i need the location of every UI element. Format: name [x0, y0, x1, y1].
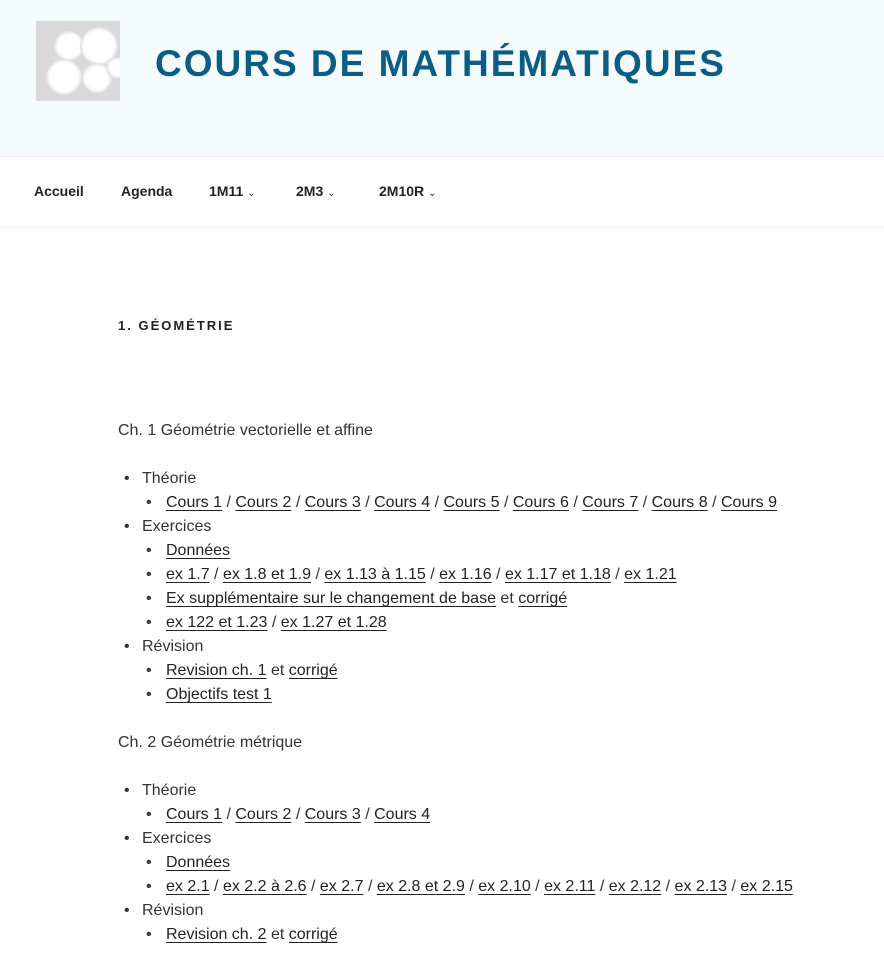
separator-text: /	[291, 494, 305, 511]
separator-text: /	[425, 566, 440, 583]
list-item	[150, 611, 777, 635]
list-item-content	[166, 878, 793, 895]
link-cours-3[interactable]: Cours 3	[304, 494, 361, 511]
separator-text: /	[291, 806, 305, 823]
link-ex-2-1[interactable]: ex 2.1	[166, 878, 210, 895]
list-item	[150, 659, 777, 683]
list-item-content	[166, 614, 387, 631]
list-item-content	[166, 806, 430, 823]
link-cours-2[interactable]: Cours 2	[235, 494, 292, 511]
link-ex-2-7[interactable]: ex 2.7	[319, 878, 364, 895]
separator-text: /	[209, 878, 223, 895]
separator-text: et	[266, 926, 289, 943]
separator-text: et	[495, 590, 519, 607]
link-cours-1[interactable]: Cours 1	[166, 806, 223, 823]
separator-text: /	[360, 806, 375, 823]
list-item-content	[166, 926, 338, 943]
group-label: Exercices	[142, 830, 212, 847]
site-title[interactable]: COURS DE MATHÉMATIQUES	[155, 43, 726, 84]
group-label: Théorie	[142, 470, 197, 487]
separator-text: /	[595, 878, 609, 895]
separator-text: /	[311, 566, 325, 583]
chapter-title: Ch. 1 Géométrie vectorielle et affine	[118, 422, 373, 439]
separator-text: /	[306, 878, 320, 895]
chapter-title: Ch. 2 Géométrie métrique	[118, 734, 303, 751]
separator-text: /	[430, 494, 444, 511]
list-item-content	[166, 566, 677, 583]
nav-item-label: Accueil	[34, 183, 84, 199]
group-label: Exercices	[142, 518, 212, 535]
separator-text: /	[610, 566, 625, 583]
link-ex-1-7[interactable]: ex 1.7	[166, 566, 210, 583]
link-cours-7[interactable]: Cours 7	[582, 494, 639, 511]
main-navigation	[0, 157, 884, 228]
separator-text: /	[209, 566, 223, 583]
link-corrige[interactable]: corrigé	[518, 590, 568, 607]
separator-text: /	[727, 878, 741, 895]
site-header	[0, 0, 884, 157]
link-cours-4[interactable]: Cours 4	[374, 494, 431, 511]
separator-text: /	[491, 566, 505, 583]
link-cours-3[interactable]: Cours 3	[304, 806, 361, 823]
link-cours-5[interactable]: Cours 5	[443, 494, 500, 511]
list-item	[150, 563, 777, 587]
link-ex-1-17-et-1-18[interactable]: ex 1.17 et 1.18	[504, 566, 611, 583]
list-item	[150, 683, 777, 707]
chevron-down-icon: ⌄	[247, 188, 256, 199]
link-ex-1-16[interactable]: ex 1.16	[439, 566, 492, 583]
chapter-content-list	[126, 467, 777, 707]
separator-text: /	[222, 806, 236, 823]
list-item	[150, 875, 793, 899]
separator-text: /	[638, 494, 652, 511]
group-revision	[126, 635, 777, 659]
nav-item-1m11[interactable]	[209, 183, 256, 202]
link-ex-2-15[interactable]: ex 2.15	[740, 878, 793, 895]
link-revision-ch-1[interactable]: Revision ch. 1	[166, 662, 267, 679]
link-donnees[interactable]: Données	[166, 854, 231, 871]
separator-text: /	[464, 878, 479, 895]
chapter-content-list	[126, 779, 793, 947]
group-label: Révision	[142, 902, 204, 919]
nav-item-2m10r[interactable]	[379, 183, 437, 202]
nav-item-label: Agenda	[121, 183, 173, 199]
nav-item-2m3[interactable]	[296, 183, 336, 202]
link-ex-2-11[interactable]: ex 2.11	[544, 878, 596, 895]
list-item	[150, 491, 777, 515]
nav-item-agenda[interactable]	[121, 183, 172, 199]
group-exercices	[126, 515, 777, 539]
separator-text: /	[360, 494, 375, 511]
nav-item-label: 2M3	[296, 183, 324, 199]
group-label: Théorie	[142, 782, 197, 799]
list-item-content	[166, 590, 567, 607]
link-corrige[interactable]: corrigé	[288, 662, 338, 679]
link-ex-1-8-et-1-9[interactable]: ex 1.8 et 1.9	[222, 566, 311, 583]
group-exercices	[126, 827, 793, 851]
link-ex-1-13-a-1-15[interactable]: ex 1.13 à 1.15	[324, 566, 426, 583]
group-theorie	[126, 467, 777, 491]
link-ex-1-27-et-1-28[interactable]: ex 1.27 et 1.28	[280, 614, 387, 631]
link-ex-supplementaire-sur-le-changement-de-base[interactable]: Ex supplémentaire sur le changement de base	[166, 590, 496, 607]
link-cours-6[interactable]: Cours 6	[512, 494, 569, 511]
link-ex-122-et-1-23[interactable]: ex 122 et 1.23	[166, 614, 268, 631]
separator-text: /	[267, 614, 281, 631]
link-cours-2[interactable]: Cours 2	[235, 806, 292, 823]
link-ex-1-21[interactable]: ex 1.21	[624, 566, 677, 583]
link-revision-ch-2[interactable]: Revision ch. 2	[166, 926, 267, 943]
separator-text: /	[530, 878, 545, 895]
link-cours-1[interactable]: Cours 1	[166, 494, 223, 511]
separator-text: /	[661, 878, 675, 895]
nav-item-label: 2M10R	[379, 183, 425, 199]
nav-item-accueil[interactable]	[34, 183, 84, 199]
list-item	[150, 923, 793, 947]
chevron-down-icon: ⌄	[428, 188, 437, 199]
list-item-content	[166, 686, 272, 703]
nav-item-label: 1M11	[209, 183, 244, 199]
list-item	[150, 803, 793, 827]
list-item	[150, 587, 777, 611]
link-ex-2-8-et-2-9[interactable]: ex 2.8 et 2.9	[376, 878, 465, 895]
link-objectifs-test-1[interactable]: Objectifs test 1	[166, 686, 272, 703]
section-title: 1. GÉOMÉTRIE	[118, 318, 235, 333]
group-theorie	[126, 779, 793, 803]
separator-text: /	[363, 878, 377, 895]
link-donnees[interactable]: Données	[166, 542, 231, 559]
link-ex-2-12[interactable]: ex 2.12	[608, 878, 662, 895]
link-ex-2-10[interactable]: ex 2.10	[478, 878, 531, 895]
link-ex-2-13[interactable]: ex 2.13	[674, 878, 728, 895]
separator-text: /	[222, 494, 236, 511]
group-label: Révision	[142, 638, 204, 655]
link-cours-4[interactable]: Cours 4	[374, 806, 431, 823]
list-item	[150, 539, 777, 563]
separator-text: /	[499, 494, 513, 511]
link-ex-2-2-a-2-6[interactable]: ex 2.2 à 2.6	[222, 878, 307, 895]
link-cours-9[interactable]: Cours 9	[721, 494, 778, 511]
list-item-content	[166, 542, 230, 559]
separator-text: /	[707, 494, 721, 511]
group-revision	[126, 899, 793, 923]
separator-text: /	[568, 494, 583, 511]
chevron-down-icon: ⌄	[327, 188, 336, 199]
link-cours-8[interactable]: Cours 8	[651, 494, 708, 511]
separator-text: et	[266, 662, 289, 679]
list-item-content	[166, 662, 338, 679]
list-item	[150, 851, 793, 875]
link-corrige[interactable]: corrigé	[288, 926, 338, 943]
site-logo[interactable]	[36, 21, 120, 101]
list-item-content	[166, 854, 230, 871]
list-item-content	[166, 494, 777, 511]
